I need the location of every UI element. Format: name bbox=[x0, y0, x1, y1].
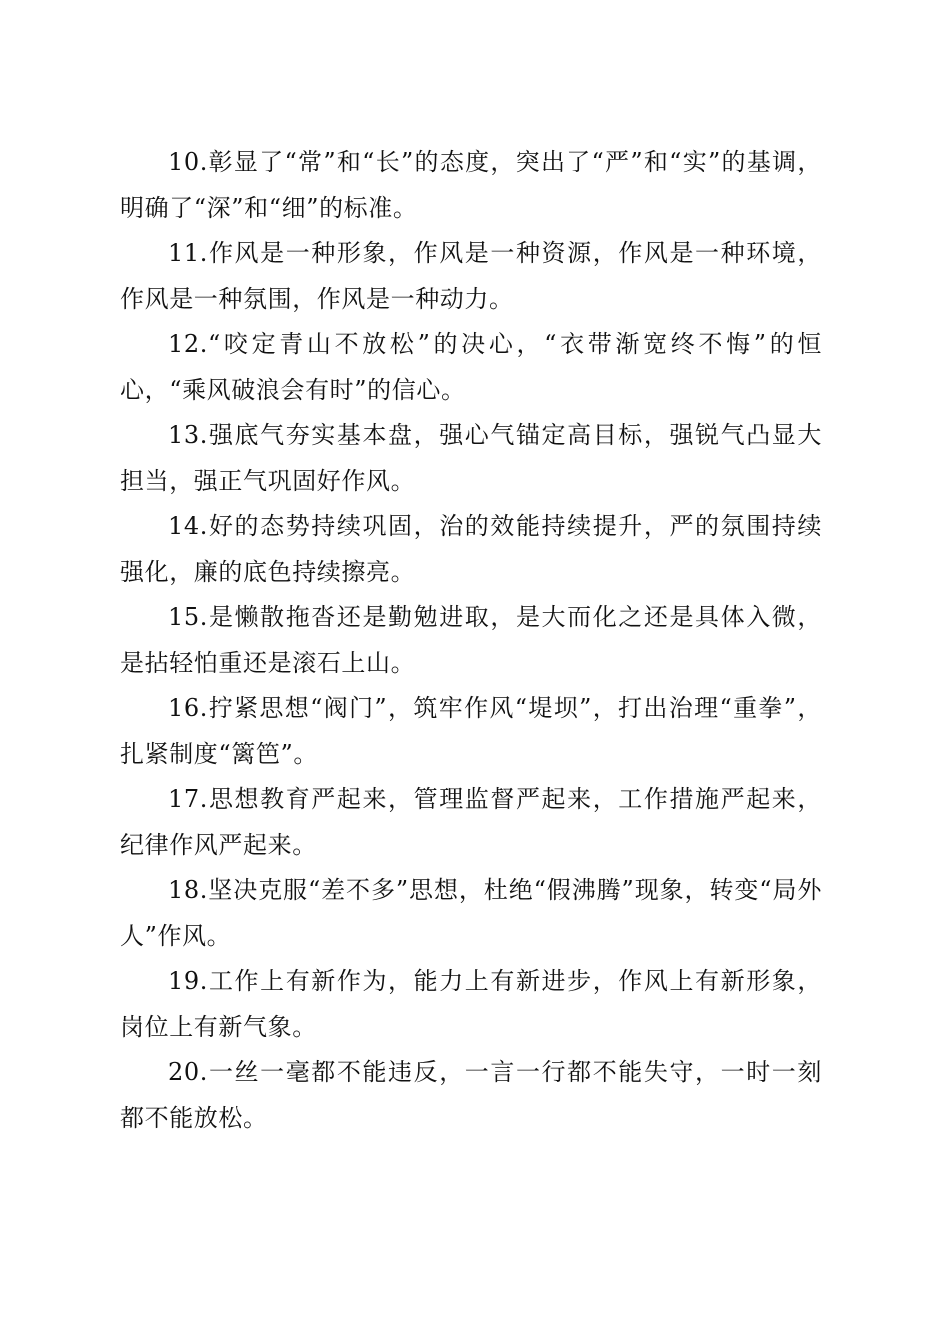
paragraph-14: 14.好的态势持续巩固，治的效能持续提升，严的氛围持续强化，廉的底色持续擦亮。 bbox=[120, 512, 822, 586]
paragraph-10: 10.彰显了“常”和“长”的态度，突出了“严”和“实”的基调，明确了“深”和“细”的标准。 bbox=[120, 148, 822, 222]
paragraph-15: 15.是懒散拖沓还是勤勉进取，是大而化之还是具体入微，是拈轻怕重还是滚石上山。 bbox=[120, 603, 822, 677]
paragraph-12: 12.“咬定青山不放松”的决心，“衣带渐宽终不悔”的恒心，“乘风破浪会有时”的信心。 bbox=[120, 330, 822, 404]
document-body bbox=[120, 140, 822, 1141]
paragraph-11: 11.作风是一种形象，作风是一种资源，作风是一种环境，作风是一种氛围，作风是一种动力。 bbox=[120, 239, 822, 313]
paragraph-18: 18.坚决克服“差不多”思想，杜绝“假沸腾”现象，转变“局外人”作风。 bbox=[120, 876, 822, 950]
paragraph-13: 13.强底气夯实基本盘，强心气锚定高目标，强锐气凸显大担当，强正气巩固好作风。 bbox=[120, 421, 822, 495]
paragraph-16: 16.拧紧思想“阀门”，筑牢作风“堤坝”，打出治理“重拳”，扎紧制度“篱笆”。 bbox=[120, 694, 822, 768]
paragraph-17: 17.思想教育严起来，管理监督严起来，工作措施严起来，纪律作风严起来。 bbox=[120, 785, 822, 859]
paragraph-20: 20.一丝一毫都不能违反，一言一行都不能失守，一时一刻都不能放松。 bbox=[120, 1058, 822, 1132]
paragraph-19: 19.工作上有新作为，能力上有新进步，作风上有新形象，岗位上有新气象。 bbox=[120, 967, 822, 1041]
